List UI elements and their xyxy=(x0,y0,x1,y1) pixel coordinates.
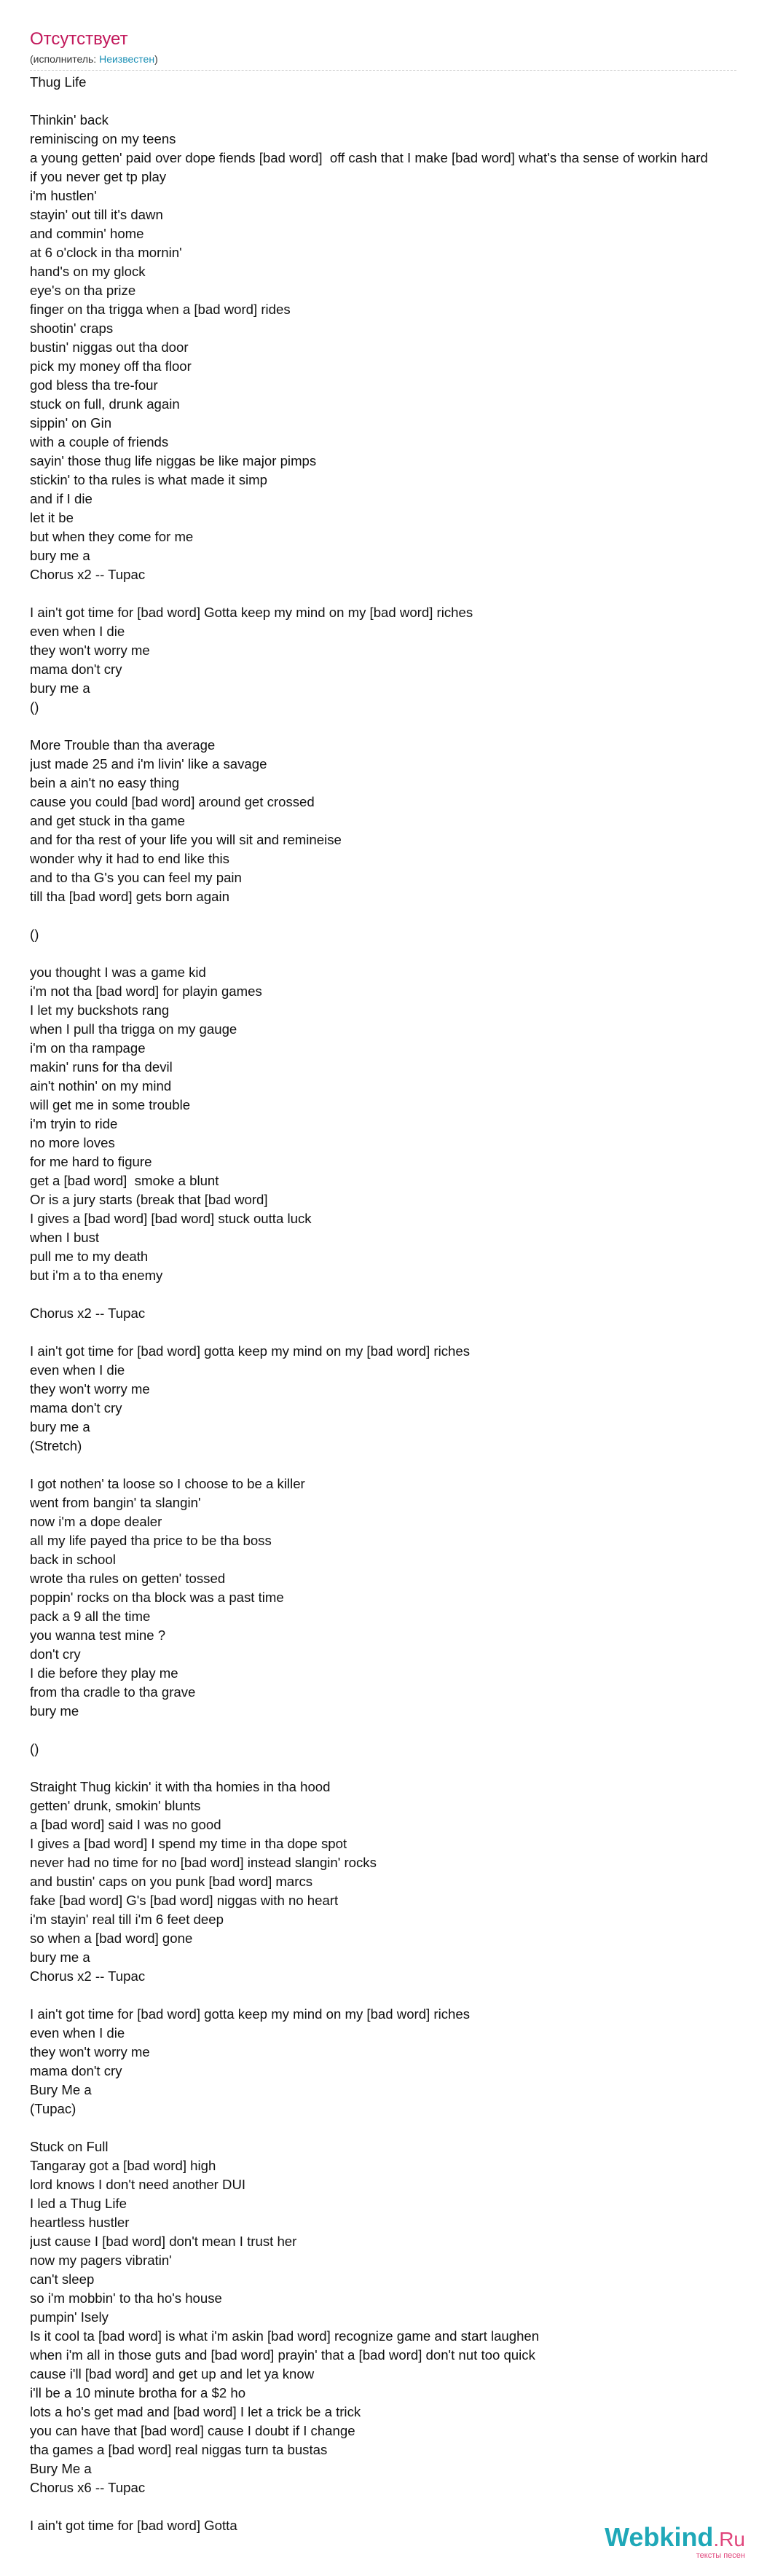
lyric-line xyxy=(30,717,767,736)
lyric-line: if you never get tp play xyxy=(30,169,167,184)
lyric-line: () xyxy=(30,1741,39,1756)
song-header xyxy=(30,28,736,71)
lyric-line xyxy=(30,1323,767,1342)
lyric-line: bustin' niggas out tha door xyxy=(30,339,189,355)
lyric-line: I ain't got time for [bad word] Gotta xyxy=(30,2518,237,2533)
lyric-line: wonder why it had to end like this xyxy=(30,851,229,866)
lyric-line: I ain't got time for [bad word] gotta keep my mind on my [bad word] riches xyxy=(30,1343,470,1359)
lyric-line xyxy=(30,1285,767,1304)
lyric-line: even when I die xyxy=(30,624,125,639)
lyric-line: () xyxy=(30,927,39,942)
lyric-line: Bury Me a xyxy=(30,2461,92,2476)
lyric-line: Stuck on Full xyxy=(30,2139,109,2154)
lyric-line: just cause I [bad word] don't mean I trust her xyxy=(30,2234,297,2249)
lyric-line: (Stretch) xyxy=(30,1438,82,1453)
lyric-line: Or is a jury starts (break that [bad word] xyxy=(30,1192,268,1207)
lyric-line: Chorus x2 -- Tupac xyxy=(30,567,146,582)
lyric-line: till tha [bad word] gets born again xyxy=(30,889,229,904)
lyric-line: (Tupac) xyxy=(30,2101,76,2116)
lyric-line: mama don't cry xyxy=(30,1400,122,1415)
lyric-line: went from bangin' ta slangin' xyxy=(30,1495,201,1510)
lyric-line: can't sleep xyxy=(30,2271,95,2287)
logo-tld: .Ru xyxy=(713,2528,745,2551)
lyric-line: sayin' those thug life niggas be like major pimps xyxy=(30,453,317,468)
lyric-line: Thinkin' back xyxy=(30,112,109,127)
artist-suffix: ) xyxy=(154,53,158,65)
lyric-line xyxy=(30,906,767,925)
lyric-line: bury me a xyxy=(30,548,90,563)
lyrics-body xyxy=(30,73,767,2535)
lyric-line xyxy=(30,1721,767,1740)
lyric-line: stickin' to tha rules is what made it simp xyxy=(30,472,267,487)
lyric-line: reminiscing on my teens xyxy=(30,131,176,146)
lyric-line: sippin' on Gin xyxy=(30,415,112,431)
lyric-line: lots a ho's get mad and [bad word] I let a trick be a trick xyxy=(30,2404,361,2419)
lyric-line: Chorus x2 -- Tupac xyxy=(30,1968,146,1984)
lyric-line xyxy=(30,1759,767,1778)
lyric-line: I die before they play me xyxy=(30,1665,178,1681)
lyric-line: ain't nothin' on my mind xyxy=(30,1078,172,1093)
site-logo[interactable] xyxy=(605,2523,745,2560)
lyric-line: back in school xyxy=(30,1552,116,1567)
lyric-line: now i'm a dope dealer xyxy=(30,1514,162,1529)
lyric-line: they won't worry me xyxy=(30,2044,150,2059)
lyric-line: pumpin' Isely xyxy=(30,2309,109,2325)
lyric-line xyxy=(30,2118,767,2137)
lyric-line: pack a 9 all the time xyxy=(30,1609,151,1624)
logo-tagline: тексты песен xyxy=(696,2551,745,2560)
song-title: Отсутствует xyxy=(30,29,128,49)
lyric-line: fake [bad word] G's [bad word] niggas with no heart xyxy=(30,1893,339,1908)
lyric-line: but when they come for me xyxy=(30,529,194,544)
lyric-line: I gives a [bad word] I spend my time in tha dope spot xyxy=(30,1836,347,1851)
lyric-line: stuck on full, drunk again xyxy=(30,396,180,412)
lyric-line: mama don't cry xyxy=(30,661,122,677)
lyric-line: never had no time for no [bad word] instead slangin' rocks xyxy=(30,1855,377,1870)
lyric-line: Is it cool ta [bad word] is what i'm askin [bad word] recognize game and start laughen xyxy=(30,2328,540,2344)
lyric-line: i'm tryin to ride xyxy=(30,1116,118,1131)
lyric-line: don't cry xyxy=(30,1646,81,1662)
lyric-line: and if I die xyxy=(30,491,93,506)
lyric-line: bury me a xyxy=(30,680,90,696)
lyric-line: stayin' out till it's dawn xyxy=(30,207,163,222)
lyric-line: Bury Me a xyxy=(30,2082,92,2097)
lyric-line: with a couple of friends xyxy=(30,434,169,449)
logo-brand: Webkind xyxy=(605,2522,714,2552)
lyric-line: mama don't cry xyxy=(30,2063,122,2078)
lyric-line: get a [bad word] smoke a blunt xyxy=(30,1173,219,1188)
lyric-line: makin' runs for tha devil xyxy=(30,1059,173,1075)
lyric-line: all my life payed tha price to be tha boss xyxy=(30,1533,272,1548)
lyric-line: More Trouble than tha average xyxy=(30,737,216,753)
lyric-line: Tangaray got a [bad word] high xyxy=(30,2158,216,2173)
lyric-line: i'm on tha rampage xyxy=(30,1040,146,1056)
lyric-line xyxy=(30,2497,767,2516)
lyric-line: so when a [bad word] gone xyxy=(30,1931,193,1946)
artist-line xyxy=(30,51,736,71)
lyric-line: they won't worry me xyxy=(30,643,150,658)
lyric-line: bury me xyxy=(30,1703,79,1719)
lyric-line: heartless hustler xyxy=(30,2215,130,2230)
lyric-line: I let my buckshots rang xyxy=(30,1002,170,1018)
lyric-line: finger on tha trigga when a [bad word] rides xyxy=(30,302,291,317)
lyric-line: i'm not tha [bad word] for playin games xyxy=(30,983,262,999)
artist-prefix: (исполнитель: xyxy=(30,53,100,65)
artist-link[interactable]: Неизвестен xyxy=(99,53,155,65)
lyric-line: now my pagers vibratin' xyxy=(30,2253,172,2268)
lyric-line: for me hard to figure xyxy=(30,1154,152,1169)
lyric-line: i'm hustlen' xyxy=(30,188,97,203)
lyric-line: cause i'll [bad word] and get up and let ya know xyxy=(30,2366,315,2381)
lyric-line: let it be xyxy=(30,510,74,525)
lyric-line: I got nothen' ta loose so I choose to be a killer xyxy=(30,1476,305,1491)
lyric-line: a young getten' paid over dope fiends [bad word] off cash that I make [bad word] what's tha sense of workin hard xyxy=(30,150,708,165)
lyric-line: and bustin' caps on you punk [bad word] marcs xyxy=(30,1874,313,1889)
lyric-line: even when I die xyxy=(30,2025,125,2041)
lyric-line: just made 25 and i'm livin' like a savage xyxy=(30,756,267,771)
lyric-line: hand's on my glock xyxy=(30,264,146,279)
lyric-line: pick my money off tha floor xyxy=(30,358,192,374)
lyric-line: shootin' craps xyxy=(30,321,114,336)
lyric-line: Thug Life xyxy=(30,74,87,90)
lyric-line: but i'm a to tha enemy xyxy=(30,1268,163,1283)
lyric-line: when i'm all in those guts and [bad word] prayin' that a [bad word] don't nut too quick xyxy=(30,2347,535,2363)
lyric-line: and commin' home xyxy=(30,226,144,241)
lyric-line: you can have that [bad word] cause I doubt if I change xyxy=(30,2423,355,2438)
lyric-line: bury me a xyxy=(30,1949,90,1965)
lyric-line: they won't worry me xyxy=(30,1381,150,1397)
lyric-line: lord knows I don't need another DUI xyxy=(30,2177,246,2192)
lyric-line: so i'm mobbin' to tha ho's house xyxy=(30,2290,222,2306)
lyric-line xyxy=(30,944,767,963)
lyric-line: will get me in some trouble xyxy=(30,1097,191,1112)
lyric-line: I led a Thug Life xyxy=(30,2196,127,2211)
lyric-line: pull me to my death xyxy=(30,1249,149,1264)
lyric-line: Straight Thug kickin' it with tha homies in tha hood xyxy=(30,1779,331,1794)
lyric-line: cause you could [bad word] around get crossed xyxy=(30,794,315,809)
lyric-line: tha games a [bad word] real niggas turn ta bustas xyxy=(30,2442,328,2457)
lyric-line: i'll be a 10 minute brotha for a $2 ho xyxy=(30,2385,246,2400)
lyric-line: and to tha G's you can feel my pain xyxy=(30,870,242,885)
lyric-line: you thought I was a game kid xyxy=(30,965,206,980)
lyric-line: Chorus x2 -- Tupac xyxy=(30,1305,146,1321)
lyric-line: eye's on tha prize xyxy=(30,283,136,298)
lyric-line xyxy=(30,92,767,111)
lyric-line: when I pull tha trigga on my gauge xyxy=(30,1021,237,1037)
lyric-line: and get stuck in tha game xyxy=(30,813,185,828)
lyric-line: bein a ain't no easy thing xyxy=(30,775,180,790)
lyric-line: poppin' rocks on tha block was a past time xyxy=(30,1590,284,1605)
lyric-line: you wanna test mine ? xyxy=(30,1627,166,1643)
lyric-line: I gives a [bad word] [bad word] stuck outta luck xyxy=(30,1211,312,1226)
lyric-line: a [bad word] said I was no good xyxy=(30,1817,221,1832)
lyric-line: i'm stayin' real till i'm 6 feet deep xyxy=(30,1912,224,1927)
lyric-line: Chorus x6 -- Tupac xyxy=(30,2480,146,2495)
lyric-line: and for tha rest of your life you will sit and remineise xyxy=(30,832,342,847)
lyric-line: wrote tha rules on getten' tossed xyxy=(30,1571,226,1586)
lyric-line: from tha cradle to tha grave xyxy=(30,1684,196,1700)
lyric-line: I ain't got time for [bad word] Gotta keep my mind on my [bad word] riches xyxy=(30,605,473,620)
lyric-line: at 6 o'clock in tha mornin' xyxy=(30,245,182,260)
lyric-line xyxy=(30,584,767,603)
lyric-line: getten' drunk, smokin' blunts xyxy=(30,1798,201,1813)
lyric-line: () xyxy=(30,699,39,715)
lyric-line: god bless tha tre-four xyxy=(30,377,158,393)
lyric-line: even when I die xyxy=(30,1362,125,1378)
lyric-line: when I bust xyxy=(30,1230,100,1245)
lyric-line: I ain't got time for [bad word] gotta keep my mind on my [bad word] riches xyxy=(30,2006,470,2022)
lyric-line xyxy=(30,1456,767,1474)
lyric-line: bury me a xyxy=(30,1419,90,1434)
lyric-line: no more loves xyxy=(30,1135,115,1150)
lyric-line xyxy=(30,1986,767,2005)
